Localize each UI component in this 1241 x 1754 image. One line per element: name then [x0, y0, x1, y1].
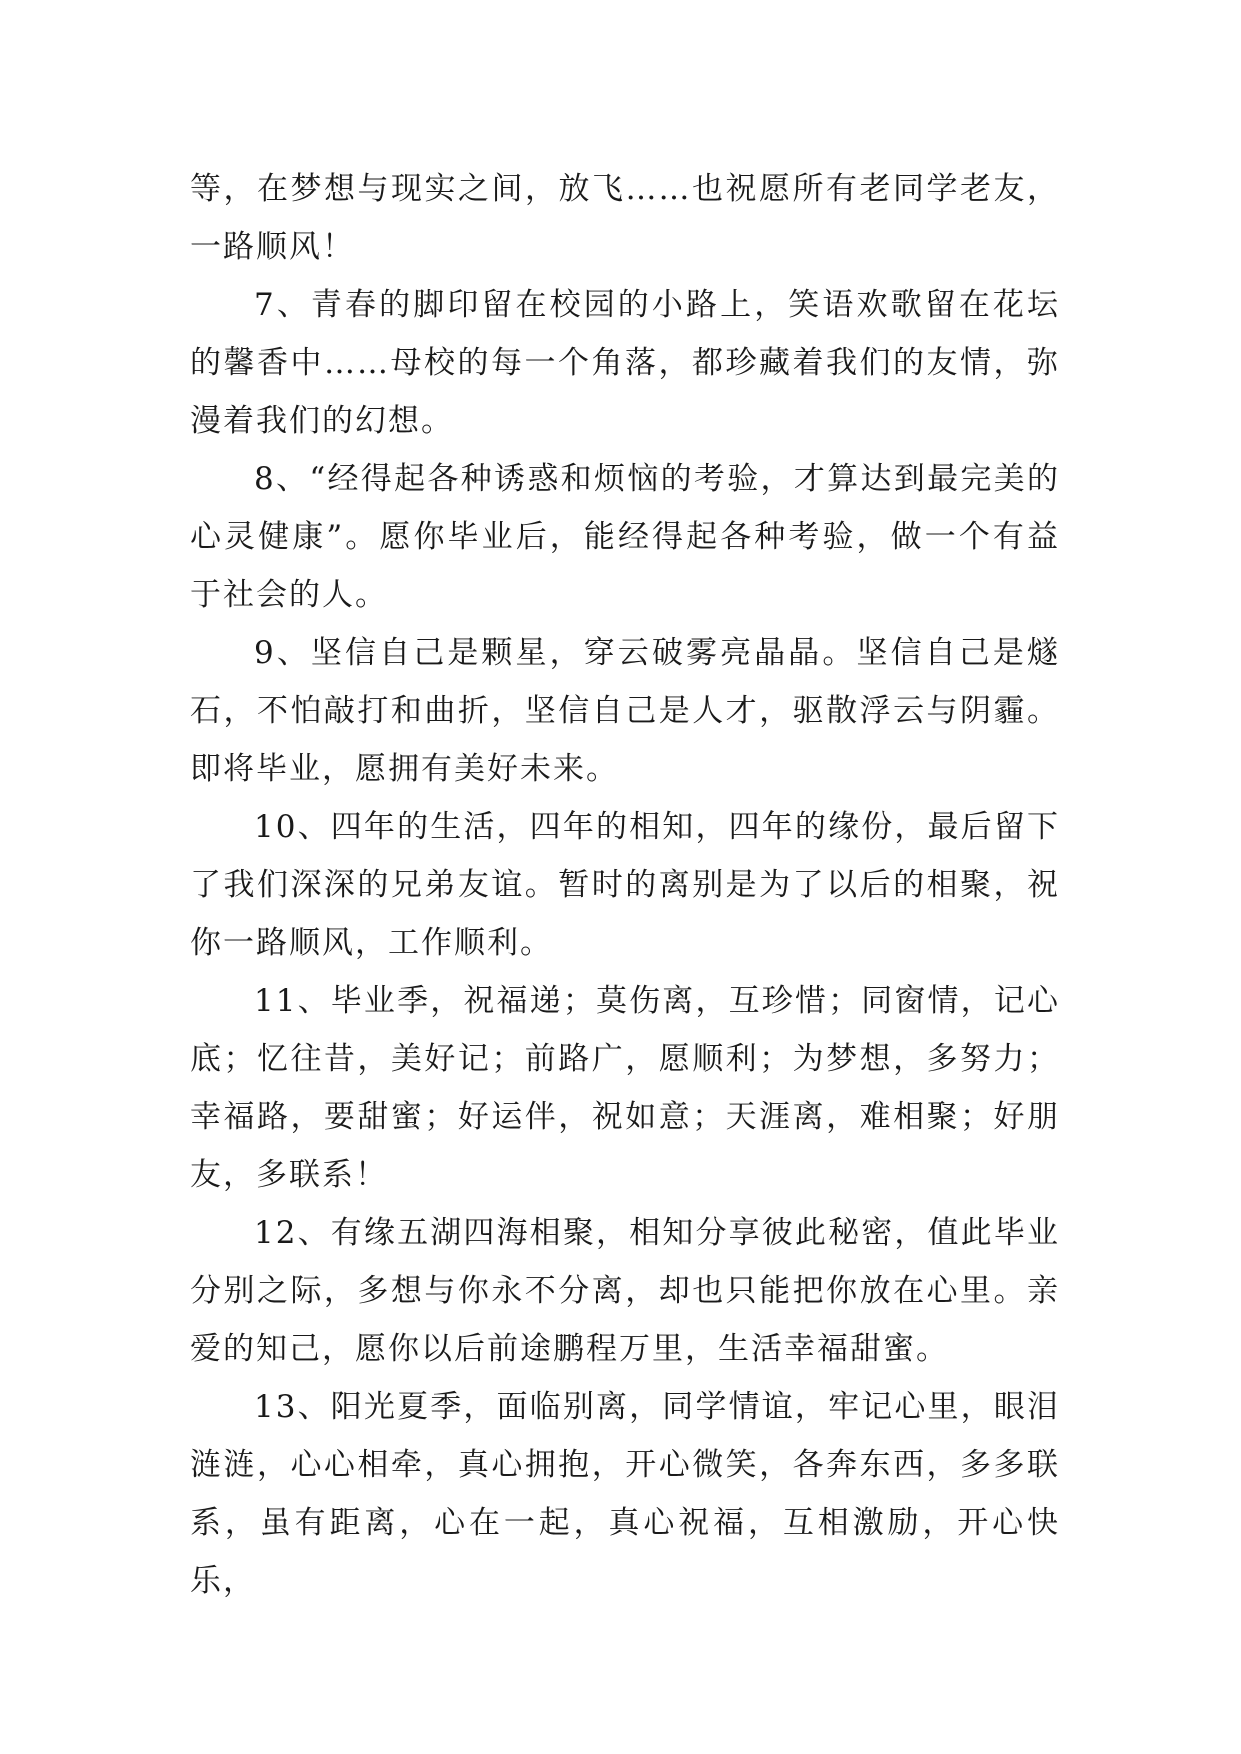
- paragraph-10: 10、四年的生活，四年的相知，四年的缘份，最后留下了我们深深的兄弟友谊。暂时的离别是为了以后的相聚，祝你一路顺风，工作顺利。: [190, 809, 1060, 961]
- document-body: [190, 160, 1060, 1610]
- paragraph-7: 7、青春的脚印留在校园的小路上，笑语欢歌留在花坛的馨香中……母校的每一个角落，都珍藏着我们的友情，弥漫着我们的幻想。: [190, 287, 1060, 439]
- paragraph-8: 8、“经得起各种诱惑和烦恼的考验，才算达到最完美的心灵健康”。愿你毕业后，能经得起各种考验，做一个有益于社会的人。: [190, 461, 1060, 613]
- paragraph-11: 11、毕业季，祝福递；莫伤离，互珍惜；同窗情，记心底；忆往昔，美好记；前路广，愿顺利；为梦想，多努力；幸福路，要甜蜜；好运伴，祝如意；天涯离，难相聚；好朋友，多联系！: [190, 983, 1060, 1193]
- paragraph-9: 9、坚信自己是颗星，穿云破雾亮晶晶。坚信自己是燧石，不怕敲打和曲折，坚信自己是人才，驱散浮云与阴霾。即将毕业，愿拥有美好未来。: [190, 635, 1060, 787]
- paragraph-continuation: 等，在梦想与现实之间，放飞……也祝愿所有老同学老友，一路顺风！: [190, 171, 1060, 265]
- paragraph-12: 12、有缘五湖四海相聚，相知分享彼此秘密，值此毕业分别之际，多想与你永不分离，却也只能把你放在心里。亲爱的知己，愿你以后前途鹏程万里，生活幸福甜蜜。: [190, 1215, 1060, 1367]
- paragraph-13: 13、阳光夏季，面临别离，同学情谊，牢记心里，眼泪涟涟，心心相牵，真心拥抱，开心微笑，各奔东西，多多联系，虽有距离，心在一起，真心祝福，互相激励，开心快乐，: [190, 1389, 1060, 1599]
